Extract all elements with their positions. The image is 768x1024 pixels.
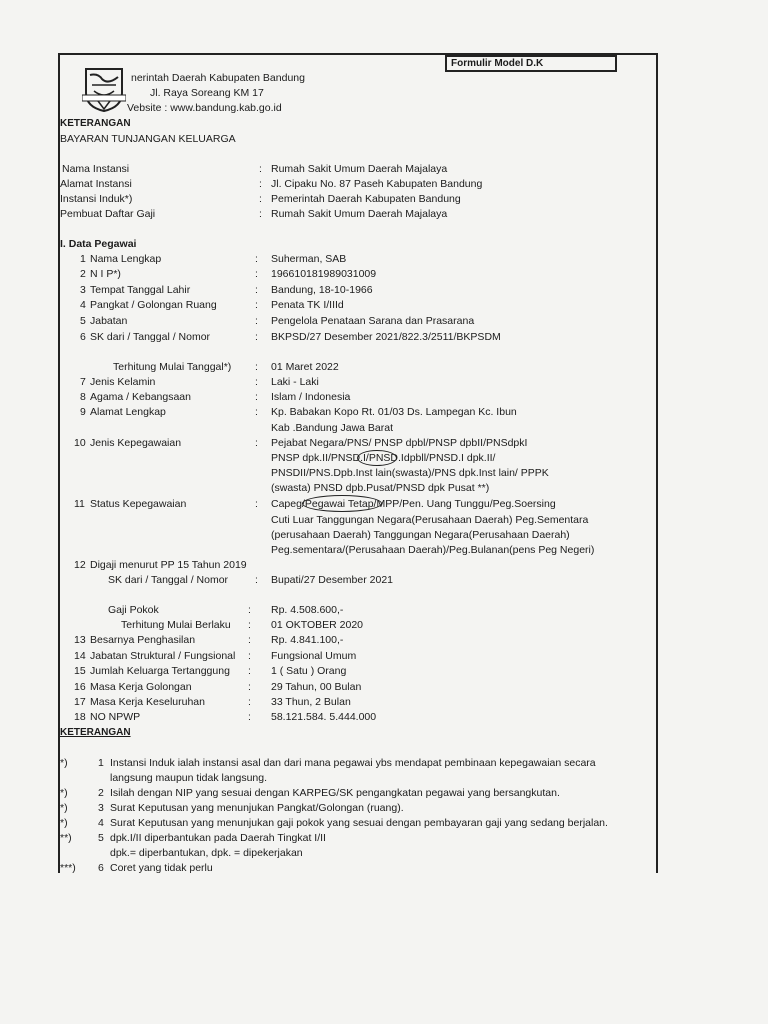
- note-number: 1: [98, 757, 104, 769]
- colon: :: [255, 391, 258, 403]
- row-label: Agama / Kebangsaan: [90, 391, 191, 403]
- instansi-label: Instansi Induk*): [60, 193, 133, 205]
- row-value: Rp. 4.508.600,-: [271, 604, 344, 616]
- colon: :: [248, 650, 251, 662]
- selection-circle: [357, 450, 397, 466]
- instansi-value: Rumah Sakit Umum Daerah Majalaya: [271, 208, 448, 220]
- colon: :: [255, 268, 258, 280]
- colon: :: [259, 178, 262, 190]
- note-number: 2: [98, 787, 104, 799]
- colon: :: [248, 665, 251, 677]
- government-address: Jl. Raya Soreang KM 17: [150, 87, 264, 99]
- row-number: 12: [74, 559, 86, 571]
- row-value-continued: (perusahaan Daerah) Tanggungan Negara(Perusahaan Daerah): [271, 529, 570, 541]
- colon: :: [255, 437, 258, 449]
- colon: :: [255, 253, 258, 265]
- row-label: SK dari / Tanggal / Nomor: [90, 331, 211, 343]
- note-text: dpk.I/II diperbantukan pada Daerah Tingkat I/II: [110, 832, 326, 844]
- note-number: 5: [98, 832, 104, 844]
- row-number: 10: [74, 437, 86, 449]
- row-value: Pejabat Negara/PNS/ PNSP dpbl/PNSP dpbII/PNSdpkI: [271, 437, 528, 449]
- row-value: Kp. Babakan Kopo Rt. 01/03 Ds. Lampegan Kc. Ibun: [271, 406, 517, 418]
- colon: :: [259, 163, 262, 175]
- row-number: 16: [74, 681, 86, 693]
- colon: :: [255, 315, 258, 327]
- colon: :: [255, 498, 258, 510]
- row-value-continued: PNSDII/PNS.Dpb.Inst lain(swasta)/PNS dpk.Inst lain/ PPPK: [271, 467, 549, 479]
- colon: :: [259, 208, 262, 220]
- row-number: 17: [74, 696, 86, 708]
- row-label: Gaji Pokok: [108, 604, 159, 616]
- government-website: Vebsite : www.bandung.kab.go.id: [127, 102, 282, 114]
- note-text-continued: langsung maupun tidak langsung.: [110, 772, 268, 784]
- note-mark: *): [60, 802, 68, 814]
- section-title-data-pegawai: I. Data Pegawai: [60, 238, 137, 250]
- row-label: Nama Lengkap: [90, 253, 162, 265]
- row-number: 9: [80, 406, 86, 418]
- colon: :: [248, 604, 251, 616]
- colon: :: [255, 284, 258, 296]
- instansi-value: Jl. Cipaku No. 87 Paseh Kabupaten Bandung: [271, 178, 483, 190]
- row-value: 29 Tahun, 00 Bulan: [271, 681, 362, 693]
- row-number: 4: [80, 299, 86, 311]
- row-label: Terhitung Mulai Berlaku: [121, 619, 231, 631]
- instansi-label: Alamat Instansi: [60, 178, 132, 190]
- row-label: Status Kepegawaian: [90, 498, 187, 510]
- colon: :: [255, 331, 258, 343]
- instansi-value: Pemerintah Daerah Kabupaten Bandung: [271, 193, 461, 205]
- row-value: 01 Maret 2022: [271, 361, 339, 373]
- row-label: SK dari / Tanggal / Nomor: [108, 574, 229, 586]
- row-value: Islam / Indonesia: [271, 391, 351, 403]
- row-value: Fungsional Umum: [271, 650, 357, 662]
- row-value: Pengelola Penataan Sarana dan Prasarana: [271, 315, 475, 327]
- row-label: Masa Kerja Golongan: [90, 681, 192, 693]
- row-number: 11: [74, 498, 85, 510]
- colon: :: [255, 406, 258, 418]
- row-label: Jabatan Struktural / Fungsional: [90, 650, 236, 662]
- row-value: Penata TK I/IIId: [271, 299, 344, 311]
- row-label: Alamat Lengkap: [90, 406, 166, 418]
- row-value: Rp. 4.841.100,-: [271, 634, 344, 646]
- note-mark: *): [60, 757, 68, 769]
- colon: :: [248, 696, 251, 708]
- row-label: Jenis Kelamin: [90, 376, 156, 388]
- row-value: 58.121.584. 5.444.000: [271, 711, 377, 723]
- row-label: Jenis Kepegawaian: [90, 437, 182, 449]
- note-number: 6: [98, 862, 104, 874]
- row-number: 8: [80, 391, 86, 403]
- form-model-label: Formulir Model D.K: [445, 55, 617, 72]
- row-number: 15: [74, 665, 86, 677]
- row-label: Digaji menurut PP 15 Tahun 2019: [90, 559, 247, 571]
- colon: :: [255, 361, 258, 373]
- instansi-value: Rumah Sakit Umum Daerah Majalaya: [271, 163, 448, 175]
- row-number: 18: [74, 711, 86, 723]
- colon: :: [248, 619, 251, 631]
- row-value: Bandung, 18-10-1966: [271, 284, 373, 296]
- row-label: Jumlah Keluarga Tertanggung: [90, 665, 230, 677]
- row-value-continued: (swasta) PNSD dpb.Pusat/PNSD dpk Pusat **): [271, 482, 490, 494]
- note-mark: **): [60, 832, 72, 844]
- row-number: 2: [80, 268, 86, 280]
- row-label: N I P*): [90, 268, 121, 280]
- row-number: 1: [80, 253, 86, 265]
- instansi-label: Pembuat Daftar Gaji: [60, 208, 156, 220]
- selection-circle: [302, 495, 382, 512]
- row-value-continued: PNSP dpk.II/PNSD.I/PNSD.Idpbll/PNSD.I dpk.II/: [271, 452, 496, 464]
- row-label: Tempat Tanggal Lahir: [90, 284, 191, 296]
- row-number: 7: [80, 376, 86, 388]
- doc-title-tunjangan: BAYARAN TUNJANGAN KELUARGA: [60, 133, 236, 145]
- colon: :: [248, 681, 251, 693]
- colon: :: [248, 711, 251, 723]
- notes-title: KETERANGAN: [60, 727, 131, 738]
- note-text: Coret yang tidak perlu: [110, 862, 213, 874]
- note-text: Instansi Induk ialah instansi asal dan dari mana pegawai ybs mendapat pembinaan kepegawaian secara: [110, 757, 596, 769]
- doc-title-keterangan: KETERANGAN: [60, 118, 131, 129]
- colon: :: [259, 193, 262, 205]
- row-value-continued: Cuti Luar Tanggungan Negara(Perusahaan Daerah) Peg.Sementara: [271, 514, 589, 526]
- row-number: 13: [74, 634, 86, 646]
- colon: :: [255, 299, 258, 311]
- note-mark: *): [60, 817, 68, 829]
- note-text-continued: dpk.= diperbantukan, dpk. = dipekerjakan: [110, 847, 303, 859]
- row-value: Suherman, SAB: [271, 253, 347, 265]
- note-text: Surat Keputusan yang menunjukan gaji pokok yang sesuai dengan pembayaran gaji yang sedang berjalan.: [110, 817, 608, 829]
- row-value: BKPSD/27 Desember 2021/822.3/2511/BKPSDM: [271, 331, 501, 343]
- row-number: 5: [80, 315, 86, 327]
- row-number: 6: [80, 331, 86, 343]
- row-label: Masa Kerja Keseluruhan: [90, 696, 205, 708]
- note-number: 3: [98, 802, 104, 814]
- row-value: 1 ( Satu ) Orang: [271, 665, 347, 677]
- colon: :: [255, 574, 258, 586]
- row-number: 3: [80, 284, 86, 296]
- row-value: Capeg/Pegawai Tetap/MPP/Pen. Uang Tunggu/Peg.Soersing: [271, 498, 556, 510]
- note-mark: *): [60, 787, 68, 799]
- note-text: Surat Keputusan yang menunjukan Pangkat/Golongan (ruang).: [110, 802, 404, 814]
- kabupaten-bandung-logo-icon: [82, 65, 126, 113]
- row-label: NO NPWP: [90, 711, 141, 723]
- row-number: 14: [74, 650, 86, 662]
- row-value: 196610181989031009: [271, 268, 377, 280]
- government-name: nerintah Daerah Kabupaten Bandung: [131, 72, 305, 84]
- row-value: 33 Thun, 2 Bulan: [271, 696, 351, 708]
- note-mark: ***): [60, 862, 76, 874]
- note-text: Isilah dengan NIP yang sesuai dengan KARPEG/SK pengangkatan pegawai yang bersangkutan.: [110, 787, 560, 799]
- colon: :: [248, 634, 251, 646]
- row-label: Besarnya Penghasilan: [90, 634, 196, 646]
- row-value: Laki - Laki: [271, 376, 319, 388]
- row-value: Bupati/27 Desember 2021: [271, 574, 393, 586]
- row-label: Pangkat / Golongan Ruang: [90, 299, 217, 311]
- row-value: 01 OKTOBER 2020: [271, 619, 364, 631]
- row-label: Jabatan: [90, 315, 128, 327]
- row-value-continued: Peg.sementara/(Perusahaan Daerah)/Peg.Bulanan(pens Peg Negeri): [271, 544, 595, 556]
- row-label: Terhitung Mulai Tanggal*): [113, 361, 232, 373]
- colon: :: [255, 376, 258, 388]
- row-value-continued: Kab .Bandung Jawa Barat: [271, 422, 394, 434]
- note-number: 4: [98, 817, 104, 829]
- instansi-label: Nama Instansi: [62, 163, 130, 175]
